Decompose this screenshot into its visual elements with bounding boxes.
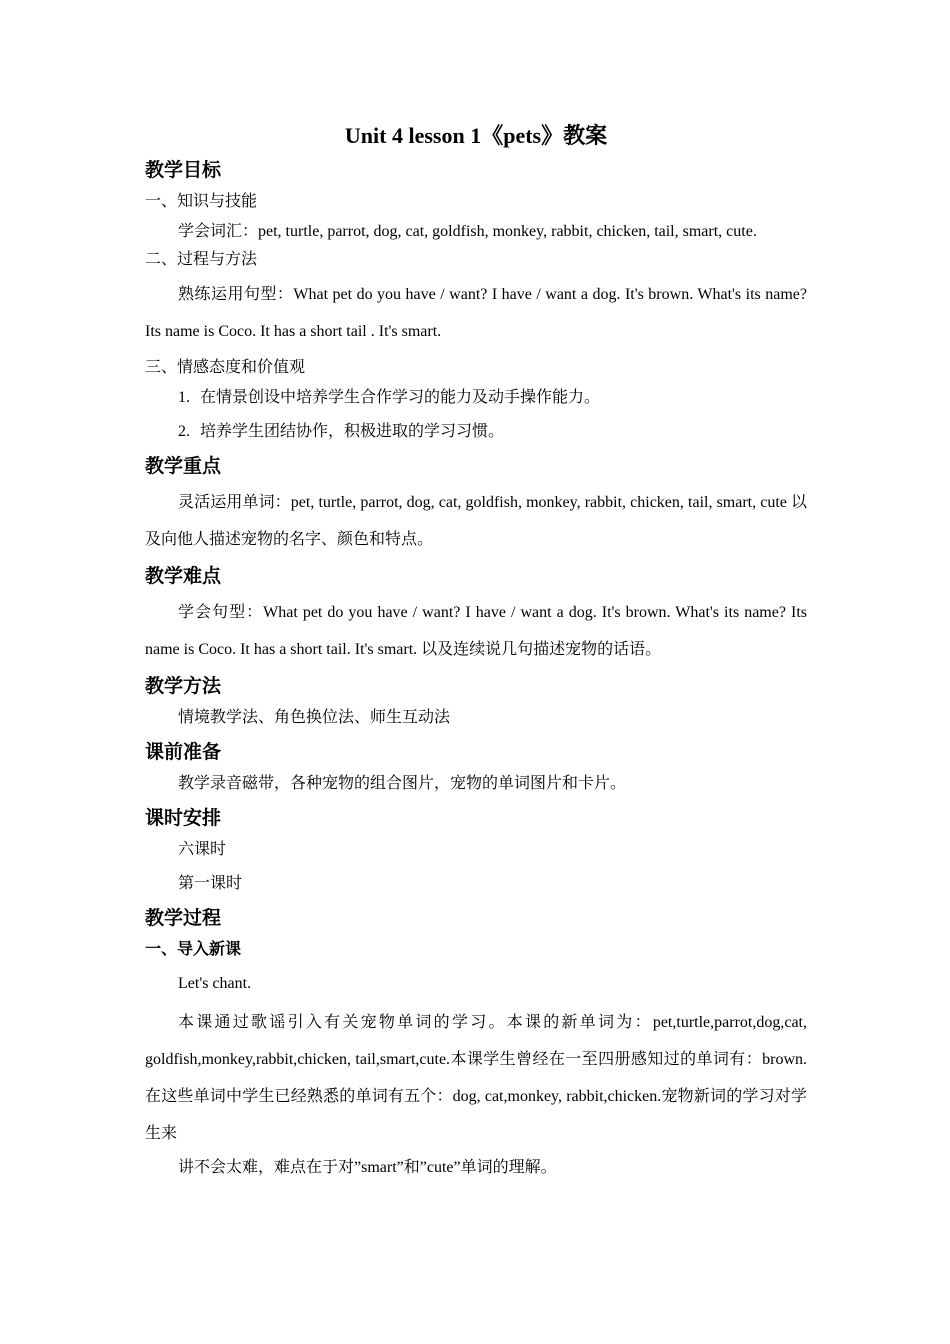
subheading-knowledge: 一、知识与技能 — [145, 193, 258, 210]
paragraph-chant: Let's chant. — [178, 975, 252, 992]
paragraph-vocabulary: 学会词汇：pet, turtle, parrot, dog, cat, goldfish, monkey, rabbit, chicken, tail, smart, cute. — [178, 223, 757, 240]
paragraph-current-period: 第一课时 — [178, 875, 243, 892]
list-item-number: 2. — [178, 423, 190, 440]
section-heading-procedure: 教学过程 — [145, 908, 222, 929]
subheading-introduction: 一、导入新课 — [145, 941, 242, 958]
list-item-text: 培养学生团结协作，积极进取的学习习惯。 — [200, 423, 505, 440]
section-heading-preparation: 课前准备 — [145, 742, 222, 763]
paragraph-introduction-continued: 讲不会太难，难点在于对”smart”和”cute”单词的理解。 — [178, 1159, 557, 1176]
list-item-text: 在情景创设中培养学生合作学习的能力及动手操作能力。 — [200, 389, 601, 406]
list-item — [178, 384, 807, 412]
paragraph-total-periods: 六课时 — [178, 841, 227, 858]
paragraph-key-points: 灵活运用单词：pet, turtle, parrot, dog, cat, goldfish, monkey, rabbit, chicken, tail, smart, cute 以及向他人描述宠物的名字、颜色和特点。 — [145, 494, 807, 548]
list-item — [178, 418, 807, 446]
section-heading-key-points: 教学重点 — [145, 456, 222, 477]
subheading-process: 二、过程与方法 — [145, 251, 258, 268]
document-title: Unit 4 lesson 1《pets》教案 — [344, 123, 608, 148]
list-item-number: 1. — [178, 389, 190, 406]
section-heading-difficulties: 教学难点 — [145, 566, 222, 587]
section-heading-methods: 教学方法 — [145, 676, 222, 697]
paragraph-difficulties: 学会句型：What pet do you have / want? I have / want a dog. It's brown. What's its name? Its name is Coco. It has a short tail. It's smart. 以及连续说几句描述宠物的话语。 — [145, 604, 807, 658]
paragraph-preparation: 教学录音磁带，各种宠物的组合图片，宠物的单词图片和卡片。 — [178, 775, 627, 792]
subheading-attitude: 三、情感态度和价值观 — [145, 359, 306, 376]
paragraph-sentence-patterns: 熟练运用句型：What pet do you have / want? I have / want a dog. It's brown. What's its name? Its name is Coco. It has a short tail . It's smart. — [145, 286, 807, 340]
document-body — [145, 118, 807, 1188]
section-heading-schedule: 课时安排 — [145, 808, 222, 829]
paragraph-methods: 情境教学法、角色换位法、师生互动法 — [178, 709, 451, 726]
paragraph-introduction: 本课通过歌谣引入有关宠物单词的学习。本课的新单词为：pet,turtle,parrot,dog,cat, goldfish,monkey,rabbit,chicken, tail,smart,cute.本课学生曾经在一至四册感知过的单词有：brown.在这些单词中学生已经熟悉的单词有五个：dog, cat,monkey, rabbit,chicken.宠物新词的学习对学生来 — [145, 1014, 807, 1142]
section-heading-goals: 教学目标 — [145, 160, 222, 181]
